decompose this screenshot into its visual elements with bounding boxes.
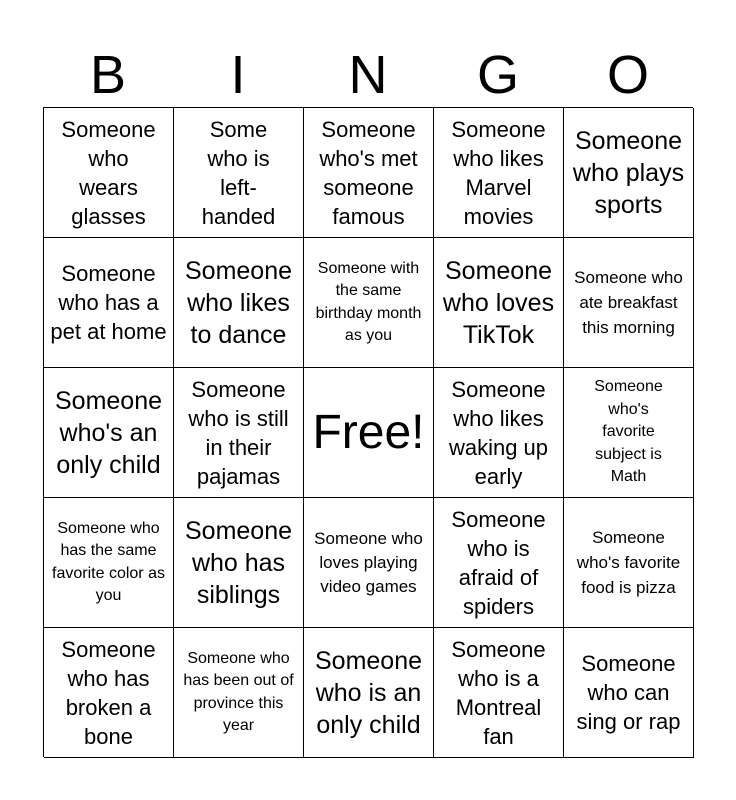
cell-text: Someone who's favorite food is pizza <box>576 528 681 597</box>
bingo-cell-r2c3[interactable] <box>304 238 434 368</box>
cell-text: Someone who loves TikTok <box>442 256 555 349</box>
bingo-cell-r1c5[interactable] <box>564 108 694 238</box>
header-letter-g: G <box>476 45 519 105</box>
bingo-cell-r4c4[interactable] <box>434 498 564 628</box>
bingo-cell-r5c3[interactable] <box>304 628 434 758</box>
bingo-cell-r3c1[interactable] <box>44 368 174 498</box>
header-letter-i: I <box>230 45 246 105</box>
free-space: Free! <box>312 405 425 459</box>
cell-text: Someone who can sing or rap <box>576 651 681 734</box>
bingo-grid <box>43 107 693 757</box>
bingo-cell-r3c5[interactable] <box>564 368 694 498</box>
cell-text: Someone who's favorite subject is Math <box>594 378 663 486</box>
cell-text: Someone who is still in their pajamas <box>188 376 289 489</box>
bingo-cell-r4c1[interactable] <box>44 498 174 628</box>
bingo-cell-r5c4[interactable] <box>434 628 564 758</box>
bingo-header <box>43 42 693 108</box>
bingo-cell-r4c2[interactable] <box>174 498 304 628</box>
bingo-cell-r3c4[interactable] <box>434 368 564 498</box>
cell-text: Someone who is a Montreal fan <box>451 636 546 749</box>
cell-text: Someone who has siblings <box>184 516 293 609</box>
bingo-cell-r4c5[interactable] <box>564 498 694 628</box>
cell-text: Someone who's an only child <box>54 386 163 479</box>
bingo-cell-r5c2[interactable] <box>174 628 304 758</box>
bingo-cell-r4c3[interactable] <box>304 498 434 628</box>
bingo-cell-r3c2[interactable] <box>174 368 304 498</box>
header-letter-o: O <box>606 45 649 105</box>
cell-text: Someone who has the same favorite color as you <box>52 519 165 604</box>
cell-text: Someone who wears glasses <box>61 116 156 229</box>
cell-text: Someone who has been out of province this year <box>183 649 294 734</box>
cell-text: Someone who has broken a bone <box>61 636 156 749</box>
bingo-cell-r2c4[interactable] <box>434 238 564 368</box>
bingo-cell-r2c2[interactable] <box>174 238 304 368</box>
bingo-cell-r1c2[interactable] <box>174 108 304 238</box>
bingo-cell-r5c1[interactable] <box>44 628 174 758</box>
cell-text: Someone who plays sports <box>572 126 685 219</box>
cell-text: Someone who's met someone famous <box>319 116 418 229</box>
cell-text: Someone who likes to dance <box>184 256 293 349</box>
bingo-cell-r2c1[interactable] <box>44 238 174 368</box>
cell-text: Someone who likes waking up early <box>448 376 549 489</box>
bingo-cell-r5c5[interactable] <box>564 628 694 758</box>
cell-text: Someone who has a pet at home <box>50 261 167 344</box>
cell-text: Someone who is afraid of spiders <box>451 506 546 619</box>
bingo-cell-r3c3[interactable] <box>304 368 434 498</box>
cell-text: Someone who loves playing video games <box>314 528 423 596</box>
bingo-cell-r1c3[interactable] <box>304 108 434 238</box>
bingo-cell-r1c1[interactable] <box>44 108 174 238</box>
header-letter-n: N <box>348 45 388 105</box>
bingo-cell-r2c5[interactable] <box>564 238 694 368</box>
cell-text: Someone who is an only child <box>314 646 423 739</box>
cell-text: Someone with the same birthday month as you <box>315 259 422 344</box>
bingo-cell-r1c4[interactable] <box>434 108 564 238</box>
header-letter-b: B <box>89 45 127 105</box>
cell-text: Some who is left-handed <box>201 116 276 229</box>
cell-text: Someone who likes Marvel movies <box>451 116 546 229</box>
cell-text: Someone who ate breakfast this morning <box>574 268 683 337</box>
